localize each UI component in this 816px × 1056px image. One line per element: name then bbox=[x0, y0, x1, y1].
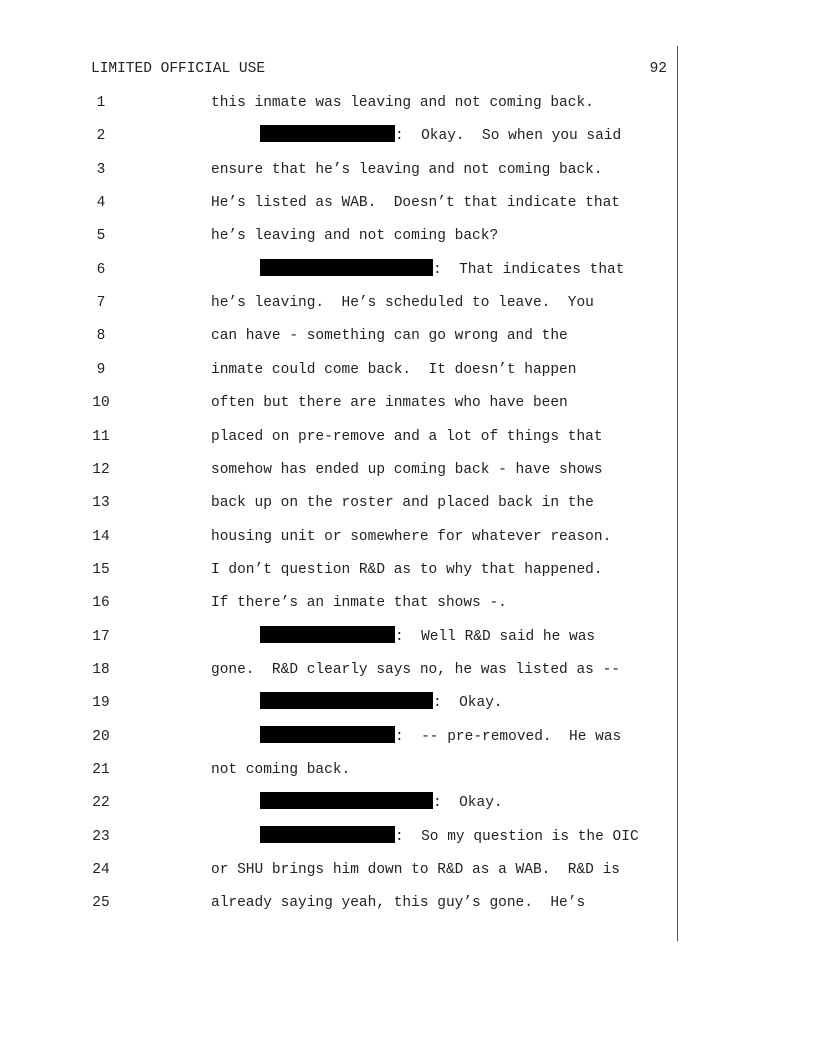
line-content: this inmate was leaving and not coming back. bbox=[211, 95, 594, 111]
line-content: he’s leaving and not coming back? bbox=[211, 228, 499, 245]
line-content: : Okay. So when you said bbox=[395, 128, 622, 145]
line-content: or SHU brings him down to R&D as a WAB. R&D is bbox=[211, 862, 620, 879]
line-number: 20 bbox=[92, 728, 110, 745]
transcript-line bbox=[0, 224, 816, 248]
transcript-line bbox=[0, 358, 816, 382]
line-number: 3 bbox=[96, 161, 106, 178]
line-content: somehow has ended up coming back - have shows bbox=[211, 461, 603, 478]
line-number: 14 bbox=[92, 528, 110, 545]
line-content: I don’t question R&D as to why that happened. bbox=[211, 561, 603, 578]
line-number: 11 bbox=[92, 428, 110, 445]
line-text bbox=[211, 458, 603, 482]
line-text bbox=[211, 491, 594, 515]
speaker-line bbox=[260, 124, 621, 148]
redaction-bar bbox=[260, 125, 395, 142]
line-text bbox=[211, 891, 585, 915]
transcript-line bbox=[0, 791, 816, 815]
transcript-line bbox=[0, 691, 816, 715]
line-text bbox=[211, 324, 568, 348]
transcript-line bbox=[0, 658, 816, 682]
redaction-bar bbox=[260, 626, 395, 643]
line-number: 12 bbox=[92, 461, 110, 478]
page-number: 92 bbox=[649, 61, 667, 77]
line-number: 8 bbox=[96, 328, 106, 345]
transcript-line bbox=[0, 258, 816, 282]
redaction-bar bbox=[260, 726, 395, 743]
line-content: inmate could come back. It doesn’t happen bbox=[211, 361, 577, 378]
transcript-line bbox=[0, 725, 816, 749]
line-number: 2 bbox=[96, 128, 106, 145]
transcript-line bbox=[0, 324, 816, 348]
speaker-line bbox=[260, 258, 624, 282]
line-number: 5 bbox=[96, 228, 106, 245]
line-number: 17 bbox=[92, 628, 110, 645]
line-text bbox=[211, 191, 620, 215]
line-content: already saying yeah, this guy’s gone. He’s bbox=[211, 895, 586, 912]
line-content: can have - something can go wrong and the bbox=[211, 328, 568, 345]
transcript-line bbox=[0, 124, 816, 148]
transcript-line bbox=[0, 758, 816, 782]
speaker-line bbox=[260, 825, 639, 849]
line-number: 15 bbox=[92, 561, 110, 578]
line-text bbox=[211, 391, 568, 415]
line-text bbox=[211, 591, 507, 615]
line-number: 18 bbox=[92, 661, 110, 678]
line-text bbox=[211, 758, 350, 782]
line-text bbox=[211, 291, 594, 315]
classification-label: LIMITED OFFICIAL USE bbox=[91, 61, 266, 77]
line-content: If there’s an inmate that shows -. bbox=[211, 595, 507, 612]
line-content: : Okay. bbox=[433, 795, 503, 812]
transcript-line bbox=[0, 558, 816, 582]
speaker-line bbox=[260, 691, 503, 715]
transcript-line bbox=[0, 458, 816, 482]
line-number: 9 bbox=[96, 361, 106, 378]
line-text bbox=[211, 158, 603, 182]
line-number: 7 bbox=[96, 295, 106, 312]
line-content: gone. R&D clearly says no, he was listed as -- bbox=[211, 661, 620, 678]
redaction-bar bbox=[260, 792, 433, 809]
line-content: : Okay. bbox=[433, 695, 503, 712]
transcript-line bbox=[0, 625, 816, 649]
line-number: 24 bbox=[92, 862, 110, 879]
transcript-line bbox=[0, 291, 816, 315]
line-text bbox=[211, 858, 620, 882]
transcript-line bbox=[0, 91, 816, 115]
line-number: 16 bbox=[92, 595, 110, 612]
line-content: : -- pre-removed. He was bbox=[395, 728, 622, 745]
transcript-line bbox=[0, 891, 816, 915]
redaction-bar bbox=[260, 692, 433, 709]
redaction-bar bbox=[260, 826, 395, 843]
line-number: 19 bbox=[92, 695, 110, 712]
transcript-line bbox=[0, 591, 816, 615]
redaction-bar bbox=[260, 259, 433, 276]
transcript-line bbox=[0, 825, 816, 849]
line-content: : So my question is the OIC bbox=[395, 828, 639, 845]
line-number: 10 bbox=[92, 395, 110, 412]
line-text bbox=[211, 91, 594, 115]
line-text bbox=[211, 224, 498, 248]
line-text bbox=[211, 525, 611, 549]
speaker-line bbox=[260, 625, 595, 649]
line-content: back up on the roster and placed back in the bbox=[211, 495, 594, 512]
line-content: He’s listed as WAB. Doesn’t that indicate that bbox=[211, 195, 620, 212]
line-number: 1 bbox=[96, 95, 106, 111]
transcript-line bbox=[0, 191, 816, 215]
page-header bbox=[91, 61, 667, 81]
line-number: 4 bbox=[96, 195, 106, 212]
line-content: housing unit or somewhere for whatever reason. bbox=[211, 528, 612, 545]
line-text bbox=[211, 358, 576, 382]
transcript-line bbox=[0, 858, 816, 882]
transcript-line bbox=[0, 491, 816, 515]
line-content: : That indicates that bbox=[433, 261, 625, 278]
speaker-line bbox=[260, 791, 503, 815]
line-number: 23 bbox=[92, 828, 110, 845]
line-content: : Well R&D said he was bbox=[395, 628, 596, 645]
line-number: 21 bbox=[92, 762, 110, 778]
line-number: 22 bbox=[92, 795, 110, 812]
line-number: 6 bbox=[96, 261, 106, 278]
line-text bbox=[211, 558, 603, 582]
line-content: often but there are inmates who have been bbox=[211, 395, 568, 412]
line-text bbox=[211, 425, 603, 449]
transcript-line bbox=[0, 391, 816, 415]
line-content: not coming back. bbox=[211, 762, 351, 778]
transcript-line bbox=[0, 158, 816, 182]
line-content: placed on pre-remove and a lot of things that bbox=[211, 428, 603, 445]
line-content: he’s leaving. He’s scheduled to leave. You bbox=[211, 295, 594, 312]
transcript-line bbox=[0, 525, 816, 549]
transcript-line bbox=[0, 425, 816, 449]
line-text bbox=[211, 658, 620, 682]
line-content: ensure that he’s leaving and not coming back. bbox=[211, 161, 603, 178]
line-number: 25 bbox=[92, 895, 110, 912]
line-number: 13 bbox=[92, 495, 110, 512]
speaker-line bbox=[260, 725, 621, 749]
